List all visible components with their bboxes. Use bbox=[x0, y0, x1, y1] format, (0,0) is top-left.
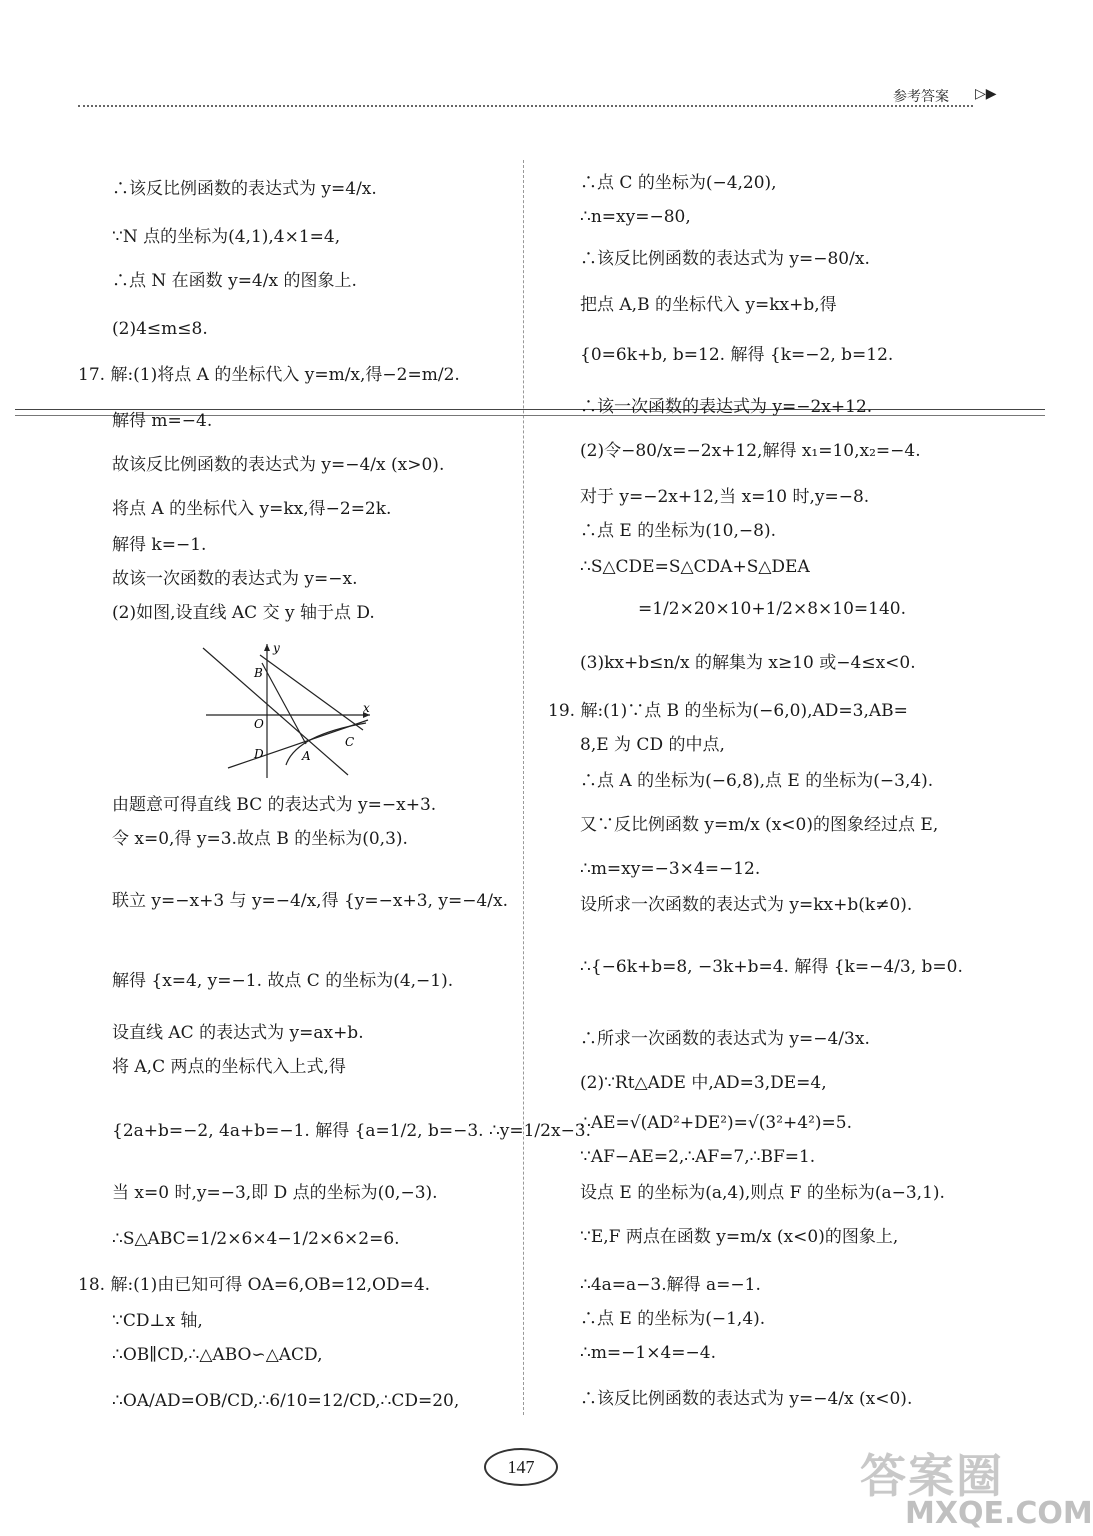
coordinate-figure bbox=[198, 640, 378, 780]
left-line: 解得 k=−1. bbox=[112, 535, 207, 555]
left-line: ∵N 点的坐标为(4,1),4×1=4, bbox=[112, 227, 341, 247]
left-line: 联立 y=−x+3 与 y=−4/x,得 {y=−x+3, y=−4/x. bbox=[112, 891, 508, 911]
left-line: (2)4≤m≤8. bbox=[112, 319, 208, 339]
right-line: 8,E 为 CD 的中点, bbox=[580, 735, 725, 755]
left-line: 故该一次函数的表达式为 y=−x. bbox=[112, 569, 358, 589]
right-line: (3)kx+b≤n/x 的解集为 x≥10 或−4≤x<0. bbox=[580, 653, 916, 673]
right-line: ∴该反比例函数的表达式为 y=−4/x (x<0). bbox=[580, 1389, 913, 1409]
left-line: 故该反比例函数的表达式为 y=−4/x (x>0). bbox=[112, 455, 445, 475]
left-line: ∴该反比例函数的表达式为 y=4/x. bbox=[112, 179, 377, 199]
right-line: ∴S△CDE=S△CDA+S△DEA bbox=[580, 557, 810, 577]
right-line: {0=6k+b, b=12. 解得 {k=−2, b=12. bbox=[580, 345, 894, 365]
page-number: 147 bbox=[484, 1448, 558, 1486]
left-line: ∴OA/AD=OB/CD,∴6/10=12/CD,∴CD=20, bbox=[112, 1391, 460, 1411]
left-line: ∴点 N 在函数 y=4/x 的图象上. bbox=[112, 271, 357, 291]
label-c: C bbox=[345, 735, 355, 749]
left-line: 将点 A 的坐标代入 y=kx,得−2=2k. bbox=[112, 499, 392, 519]
label-a: A bbox=[302, 749, 311, 763]
right-line: ∴点 C 的坐标为(−4,20), bbox=[580, 173, 777, 193]
header-arrow-icon: ▷▶ bbox=[975, 86, 997, 102]
label-b: B bbox=[254, 666, 263, 680]
right-line: 对于 y=−2x+12,当 x=10 时,y=−8. bbox=[580, 487, 870, 507]
right-line: ∴所求一次函数的表达式为 y=−4/3x. bbox=[580, 1029, 870, 1049]
label-x: x bbox=[363, 701, 370, 715]
label-y: y bbox=[273, 641, 280, 655]
right-line: =1/2×20×10+1/2×8×10=140. bbox=[638, 599, 906, 619]
right-line: ∴4a=a−3.解得 a=−1. bbox=[580, 1275, 761, 1295]
right-line: (2)∵Rt△ADE 中,AD=3,DE=4, bbox=[580, 1073, 827, 1093]
left-line: 17. 解:(1)将点 A 的坐标代入 y=m/x,得−2=m/2. bbox=[78, 365, 460, 385]
line-ab bbox=[262, 663, 306, 744]
watermark-logo: 答案圈 bbox=[860, 1449, 1004, 1503]
left-line: ∴S△ABC=1/2×6×4−1/2×6×2=6. bbox=[112, 1229, 400, 1249]
label-d: D bbox=[254, 747, 264, 761]
right-line: ∴该一次函数的表达式为 y=−2x+12. bbox=[580, 397, 873, 417]
right-line: 又∵反比例函数 y=m/x (x<0)的图象经过点 E, bbox=[580, 815, 939, 835]
right-line: ∴点 A 的坐标为(−6,8),点 E 的坐标为(−3,4). bbox=[580, 771, 934, 791]
left-line: ∴OB∥CD,∴△ABO∽△ACD, bbox=[112, 1345, 323, 1365]
header-label: 参考答案 bbox=[893, 89, 949, 105]
left-line: (2)如图,设直线 AC 交 y 轴于点 D. bbox=[112, 603, 375, 623]
left-line: 解得 {x=4, y=−1. 故点 C 的坐标为(4,−1). bbox=[112, 971, 454, 991]
right-line: ∴{−6k+b=8, −3k+b=4. 解得 {k=−4/3, b=0. bbox=[580, 957, 963, 977]
right-line: ∴点 E 的坐标为(−1,4). bbox=[580, 1309, 766, 1329]
header-rule bbox=[78, 105, 973, 107]
left-line: 当 x=0 时,y=−3,即 D 点的坐标为(0,−3). bbox=[112, 1183, 438, 1203]
left-line: 设直线 AC 的表达式为 y=ax+b. bbox=[112, 1023, 364, 1043]
left-line: 解得 m=−4. bbox=[112, 411, 213, 431]
right-line: ∴该反比例函数的表达式为 y=−80/x. bbox=[580, 249, 870, 269]
right-line: ∵AF−AE=2,∴AF=7,∴BF=1. bbox=[580, 1147, 816, 1167]
line-bc bbox=[260, 655, 363, 730]
left-line: 令 x=0,得 y=3.故点 B 的坐标为(0,3). bbox=[112, 829, 408, 849]
right-line: 19. 解:(1)∵点 B 的坐标为(−6,0),AD=3,AB= bbox=[548, 701, 908, 721]
right-line: ∴m=xy=−3×4=−12. bbox=[580, 859, 761, 879]
y-axis-arrow bbox=[264, 644, 270, 651]
left-line: ∵CD⊥x 轴, bbox=[112, 1311, 203, 1331]
right-line: 设所求一次函数的表达式为 y=kx+b(k≠0). bbox=[580, 895, 913, 915]
right-line: ∴m=−1×4=−4. bbox=[580, 1343, 717, 1363]
right-line: ∴点 E 的坐标为(10,−8). bbox=[580, 521, 776, 541]
left-line: 由题意可得直线 BC 的表达式为 y=−x+3. bbox=[112, 795, 437, 815]
watermark-url: MXQE.COM bbox=[905, 1496, 1093, 1531]
right-line: 把点 A,B 的坐标代入 y=kx+b,得 bbox=[580, 295, 837, 315]
right-line: (2)令−80/x=−2x+12,解得 x₁=10,x₂=−4. bbox=[580, 441, 921, 461]
line-y-neg-x bbox=[203, 648, 348, 775]
right-line: ∵E,F 两点在函数 y=m/x (x<0)的图象上, bbox=[580, 1227, 899, 1247]
left-line: 18. 解:(1)由已知可得 OA=6,OB=12,OD=4. bbox=[78, 1275, 431, 1295]
right-line: 设点 E 的坐标为(a,4),则点 F 的坐标为(a−3,1). bbox=[580, 1183, 945, 1203]
right-line: ∴n=xy=−80, bbox=[580, 207, 691, 227]
right-line: ∴AE=√(AD²+DE²)=√(3²+4²)=5. bbox=[580, 1113, 852, 1133]
label-o: O bbox=[254, 717, 264, 731]
column-divider bbox=[523, 160, 524, 1415]
left-line: {2a+b=−2, 4a+b=−1. 解得 {a=1/2, b=−3. ∴y=1/2x−3. bbox=[112, 1121, 592, 1141]
left-line: 将 A,C 两点的坐标代入上式,得 bbox=[112, 1057, 346, 1077]
